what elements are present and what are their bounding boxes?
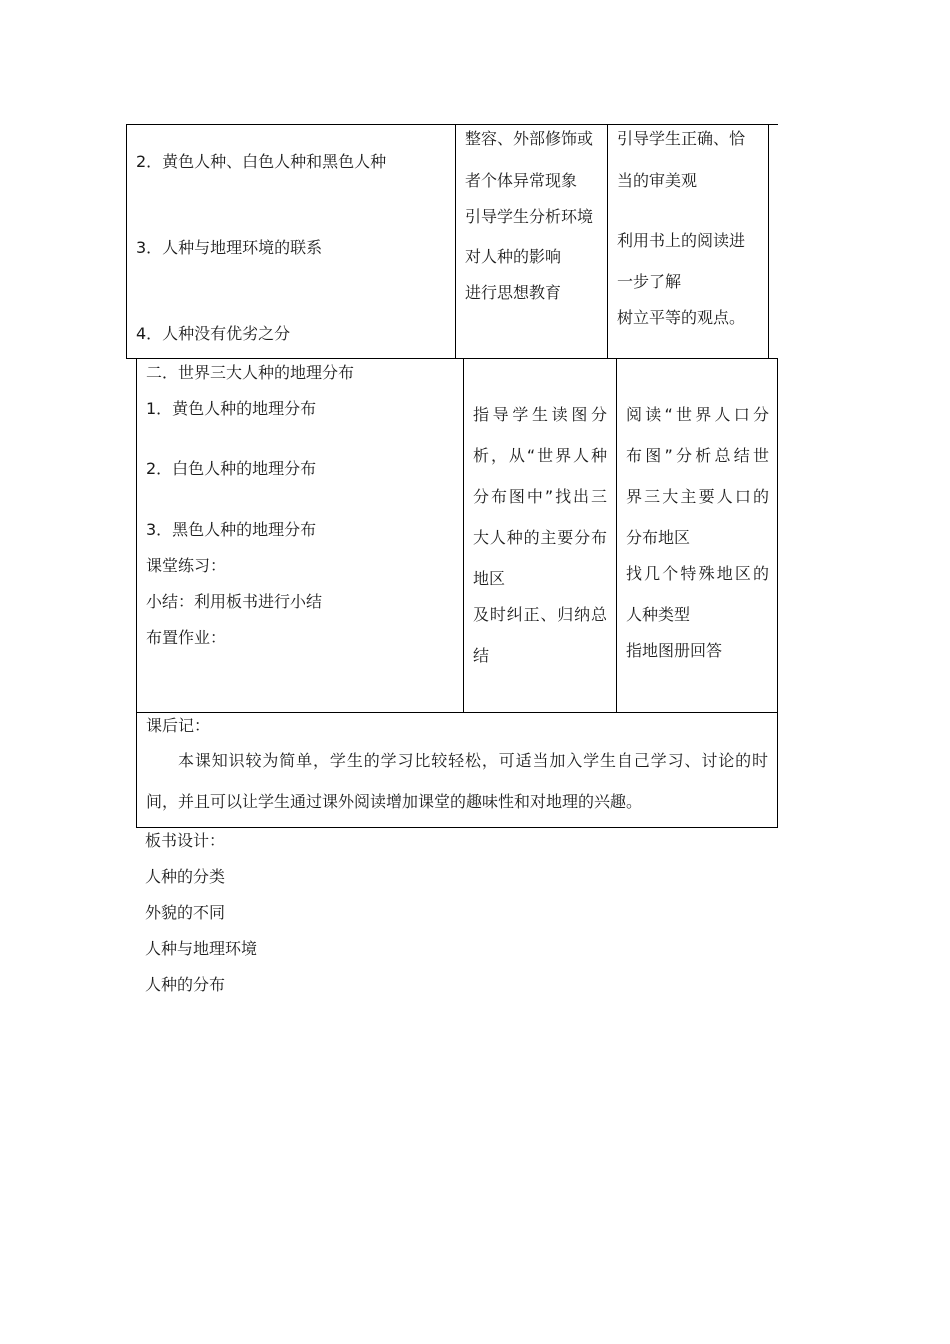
board-item: 人种的分类 bbox=[145, 867, 226, 886]
board-item: 人种的分布 bbox=[145, 975, 226, 994]
table-lower-divider-2 bbox=[616, 358, 617, 712]
board-item: 外貌的不同 bbox=[145, 903, 226, 922]
lower-col2-item: 结 bbox=[473, 646, 490, 665]
lower-col1-item: 3．黑色人种的地理分布 bbox=[146, 520, 317, 539]
lower-col3-item: 阅读“世界人口分 bbox=[626, 405, 769, 424]
upper-col3-item: 引导学生正确、恰 bbox=[617, 129, 746, 148]
upper-col3-item: 利用书上的阅读进 bbox=[617, 231, 746, 250]
lower-col2-item: 析，从“世界人种 bbox=[473, 446, 607, 465]
board-item: 人种与地理环境 bbox=[145, 939, 258, 958]
upper-col1-item: 2．黄色人种、白色人种和黑色人种 bbox=[136, 152, 387, 171]
upper-col2-item: 整容、外部修饰或 bbox=[465, 129, 594, 148]
lower-col3-item: 找几个特殊地区的 bbox=[626, 564, 769, 583]
lower-col3-item: 指地图册回答 bbox=[626, 641, 723, 660]
notes-text-line: 间，并且可以让学生通过课外阅读增加课堂的趣味性和对地理的兴趣。 bbox=[146, 792, 643, 811]
table-upper-divider-2 bbox=[607, 124, 608, 359]
table-lower-divider-1 bbox=[463, 358, 464, 712]
lower-col2-item: 地区 bbox=[473, 569, 506, 588]
lower-col1-item: 1．黄色人种的地理分布 bbox=[146, 399, 317, 418]
notes-title: 课后记： bbox=[146, 716, 211, 735]
upper-col2-item: 对人种的影响 bbox=[465, 247, 562, 266]
upper-col3-item: 当的审美观 bbox=[617, 171, 698, 190]
lower-col3-item: 布图”分析总结世 bbox=[626, 446, 769, 465]
lower-col2-item: 指导学生读图分 bbox=[473, 405, 607, 424]
lower-col3-item: 分布地区 bbox=[626, 528, 691, 547]
lower-col1-item: 课堂练习： bbox=[146, 556, 227, 575]
lower-col1-heading: 二．世界三大人种的地理分布 bbox=[146, 363, 355, 382]
notes-text-line: 本课知识较为简单，学生的学习比较轻松，可适当加入学生自己学习、讨论的时 bbox=[178, 751, 768, 770]
upper-col3-item: 树立平等的观点。 bbox=[617, 308, 746, 327]
upper-col2-item: 进行思想教育 bbox=[465, 283, 562, 302]
lower-col1-item: 2．白色人种的地理分布 bbox=[146, 459, 317, 478]
lower-col1-item: 小结：利用板书进行小结 bbox=[146, 592, 323, 611]
upper-col3-item: 一步了解 bbox=[617, 272, 682, 291]
table-upper-top-tick bbox=[769, 124, 778, 125]
upper-col1-item: 4．人种没有优劣之分 bbox=[136, 324, 291, 343]
upper-col2-item: 引导学生分析环境 bbox=[465, 207, 594, 226]
lower-col2-item: 分布图中”找出三 bbox=[473, 487, 607, 506]
board-title: 板书设计： bbox=[145, 831, 226, 850]
upper-col1-item: 3．人种与地理环境的联系 bbox=[136, 238, 323, 257]
lower-col2-item: 大人种的主要分布 bbox=[473, 528, 607, 547]
table-upper-divider-1 bbox=[455, 124, 456, 359]
lower-col2-item: 及时纠正、归纳总 bbox=[473, 605, 607, 624]
table-lower-row-divider bbox=[136, 712, 778, 713]
lower-col3-item: 界三大主要人口的 bbox=[626, 487, 769, 506]
lower-col3-item: 人种类型 bbox=[626, 605, 691, 624]
upper-col2-item: 者个体异常现象 bbox=[465, 171, 578, 190]
lower-col1-item: 布置作业： bbox=[146, 628, 227, 647]
